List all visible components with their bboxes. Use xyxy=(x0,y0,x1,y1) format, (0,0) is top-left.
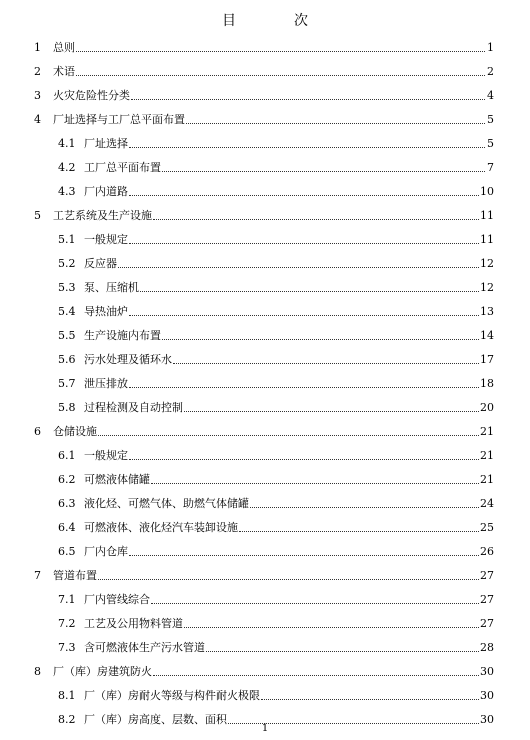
toc-entry-title: 厂（库）房高度、层数、面积 xyxy=(84,713,227,726)
toc-entry-page: 30 xyxy=(480,689,494,702)
toc-entry-page: 27 xyxy=(480,569,494,582)
toc-entry[interactable] xyxy=(34,559,494,583)
toc-entry-title: 厂内道路 xyxy=(84,185,128,198)
toc-entry-number: 8 xyxy=(34,665,41,678)
toc-entry-title: 厂（库）房建筑防火 xyxy=(53,665,152,678)
dot-leader xyxy=(184,410,479,412)
toc-entry-title: 液化烃、可燃气体、助燃气体储罐 xyxy=(84,497,249,510)
toc-entry[interactable] xyxy=(58,463,494,487)
toc-entry[interactable] xyxy=(58,223,494,247)
toc-entry-title: 可燃液体、液化烃汽车装卸设施 xyxy=(84,521,238,534)
toc-entry-number: 5.6 xyxy=(58,353,76,366)
toc-entry-number: 6.2 xyxy=(58,473,76,486)
toc-entry-page: 25 xyxy=(480,521,494,534)
toc-entry-title: 工艺系统及生产设施 xyxy=(53,209,152,222)
toc-entry[interactable] xyxy=(58,511,494,535)
toc-entry-number: 7 xyxy=(34,569,41,582)
dot-leader xyxy=(129,554,479,556)
toc-entry[interactable] xyxy=(58,487,494,511)
dot-leader xyxy=(239,530,479,532)
dot-leader xyxy=(118,266,479,268)
toc-entry[interactable] xyxy=(58,583,494,607)
toc-entry[interactable] xyxy=(58,295,494,319)
dot-leader xyxy=(129,146,485,148)
dot-leader xyxy=(153,674,479,676)
toc-entry[interactable] xyxy=(34,103,494,127)
toc-entry-title: 生产设施内布置 xyxy=(84,329,161,342)
dot-leader xyxy=(129,194,479,196)
dot-leader xyxy=(129,386,479,388)
toc-entry-page: 13 xyxy=(480,305,494,318)
dot-leader xyxy=(162,338,479,340)
toc-entry-number: 6.5 xyxy=(58,545,76,558)
toc-entry-number: 6.3 xyxy=(58,497,76,510)
dot-leader xyxy=(129,242,479,244)
toc-entry-page: 5 xyxy=(487,113,494,126)
toc-entry-number: 5.5 xyxy=(58,329,76,342)
toc-entry[interactable] xyxy=(58,439,494,463)
dot-leader xyxy=(184,626,479,628)
toc-entry-number: 6.1 xyxy=(58,449,76,462)
toc-entry-page: 21 xyxy=(480,425,494,438)
toc-entry-number: 5.7 xyxy=(58,377,76,390)
toc-entry-page: 7 xyxy=(487,161,494,174)
toc-entry[interactable] xyxy=(58,391,494,415)
toc-entry-page: 18 xyxy=(480,377,494,390)
toc-entry-page: 21 xyxy=(480,449,494,462)
toc-entry[interactable] xyxy=(58,679,494,703)
toc-entry[interactable] xyxy=(58,271,494,295)
toc-entry-number: 4.2 xyxy=(58,161,76,174)
toc-entry-page: 2 xyxy=(487,65,494,78)
dot-leader xyxy=(131,98,485,100)
toc-entry-page: 30 xyxy=(480,665,494,678)
toc-entry-page: 17 xyxy=(480,353,494,366)
toc-entry-title: 工艺及公用物料管道 xyxy=(84,617,183,630)
toc-entry-title: 火灾危险性分类 xyxy=(53,89,130,102)
toc-entry-page: 5 xyxy=(487,137,494,150)
toc-entry[interactable] xyxy=(58,319,494,343)
toc-entry[interactable] xyxy=(58,607,494,631)
page-title: 目 次 xyxy=(222,13,330,29)
toc-entry-number: 8.2 xyxy=(58,713,76,726)
dot-leader xyxy=(153,218,479,220)
dot-leader xyxy=(140,290,479,292)
dot-leader xyxy=(162,170,485,172)
toc-entry-title: 厂内管线综合 xyxy=(84,593,150,606)
toc-entry-page: 12 xyxy=(480,281,494,294)
toc-entry[interactable] xyxy=(34,31,494,55)
toc-entry-title: 厂内仓库 xyxy=(84,545,128,558)
toc-entry-number: 5.4 xyxy=(58,305,76,318)
dot-leader xyxy=(151,602,479,604)
toc-entry-number: 7.2 xyxy=(58,617,76,630)
toc-entry-number: 6.4 xyxy=(58,521,76,534)
toc-entry-page: 4 xyxy=(487,89,494,102)
toc-entry[interactable] xyxy=(34,55,494,79)
toc-entry-title: 术语 xyxy=(53,65,75,78)
toc-entry-title: 厂址选择与工厂总平面布置 xyxy=(53,113,185,126)
toc-entry-number: 4.1 xyxy=(58,137,76,150)
dot-leader xyxy=(98,434,479,436)
toc-entry[interactable] xyxy=(58,151,494,175)
dot-leader xyxy=(129,314,479,316)
toc-entry-number: 6 xyxy=(34,425,41,438)
dot-leader xyxy=(129,458,479,460)
toc-entry-title: 导热油炉 xyxy=(84,305,128,318)
dot-leader xyxy=(261,698,479,700)
toc-entry[interactable] xyxy=(34,199,494,223)
toc-entry[interactable] xyxy=(58,367,494,391)
toc-entry-page: 11 xyxy=(480,233,494,246)
toc-entry-number: 5.1 xyxy=(58,233,76,246)
dot-leader xyxy=(76,50,485,52)
toc-entry[interactable] xyxy=(34,655,494,679)
dot-leader xyxy=(173,362,479,364)
toc-entry-number: 4 xyxy=(34,113,41,126)
toc-entry[interactable] xyxy=(34,79,494,103)
toc-entry-number: 3 xyxy=(34,89,41,102)
toc-entry-title: 仓储设施 xyxy=(53,425,97,438)
toc-entry-title: 总则 xyxy=(53,41,75,54)
toc-entry-number: 5.3 xyxy=(58,281,76,294)
toc-entry[interactable] xyxy=(58,343,494,367)
toc-entry-page: 14 xyxy=(480,329,494,342)
toc-entry-page: 11 xyxy=(480,209,494,222)
toc-entry-page: 26 xyxy=(480,545,494,558)
dot-leader xyxy=(76,74,485,76)
toc-entry-page: 21 xyxy=(480,473,494,486)
toc-entry-number: 5.2 xyxy=(58,257,76,270)
toc-entry-page: 27 xyxy=(480,593,494,606)
page-number: 1 xyxy=(261,723,269,734)
toc-entry-page: 12 xyxy=(480,257,494,270)
toc-entry-title: 厂址选择 xyxy=(84,137,128,150)
toc-entry-number: 2 xyxy=(34,65,41,78)
toc-entry[interactable] xyxy=(34,415,494,439)
toc-entry-number: 5.8 xyxy=(58,401,76,414)
toc-entry-title: 工厂总平面布置 xyxy=(84,161,161,174)
dot-leader xyxy=(250,506,479,508)
toc-entry-number: 8.1 xyxy=(58,689,76,702)
dot-leader xyxy=(98,578,479,580)
toc-entry-title: 反应器 xyxy=(84,257,117,270)
toc-entry-title: 泵、压缩机 xyxy=(84,281,139,294)
toc-entry-title: 污水处理及循环水 xyxy=(84,353,172,366)
toc-entry-page: 27 xyxy=(480,617,494,630)
toc-entry-number: 5 xyxy=(34,209,41,222)
toc-entry-page: 24 xyxy=(480,497,494,510)
toc-entry[interactable] xyxy=(58,247,494,271)
toc-entry-title: 泄压排放 xyxy=(84,377,128,390)
toc-entry-number: 7.1 xyxy=(58,593,76,606)
toc-entry[interactable] xyxy=(58,175,494,199)
toc-entry-number: 4.3 xyxy=(58,185,76,198)
toc-entry-page: 20 xyxy=(480,401,494,414)
toc-entry-title: 过程检测及自动控制 xyxy=(84,401,183,414)
toc-entry-title: 一般规定 xyxy=(84,233,128,246)
dot-leader xyxy=(206,650,479,652)
toc-entry[interactable] xyxy=(58,631,494,655)
toc-entry[interactable] xyxy=(58,535,494,559)
toc-entry-title: 含可燃液体生产污水管道 xyxy=(84,641,205,654)
dot-leader xyxy=(151,482,479,484)
toc-entry-page: 28 xyxy=(480,641,494,654)
toc-entry-number: 7.3 xyxy=(58,641,76,654)
dot-leader xyxy=(186,122,485,124)
toc-entry-title: 可燃液体储罐 xyxy=(84,473,150,486)
toc-entry-title: 一般规定 xyxy=(84,449,128,462)
toc-entry-page: 30 xyxy=(480,713,494,726)
toc-entry[interactable] xyxy=(58,127,494,151)
toc-entry-title: 厂（库）房耐火等级与构件耐火极限 xyxy=(84,689,260,702)
toc-entry-page: 10 xyxy=(480,185,494,198)
toc-entry-title: 管道布置 xyxy=(53,569,97,582)
toc-entry-number: 1 xyxy=(34,41,41,54)
toc-entry-page: 1 xyxy=(487,41,494,54)
